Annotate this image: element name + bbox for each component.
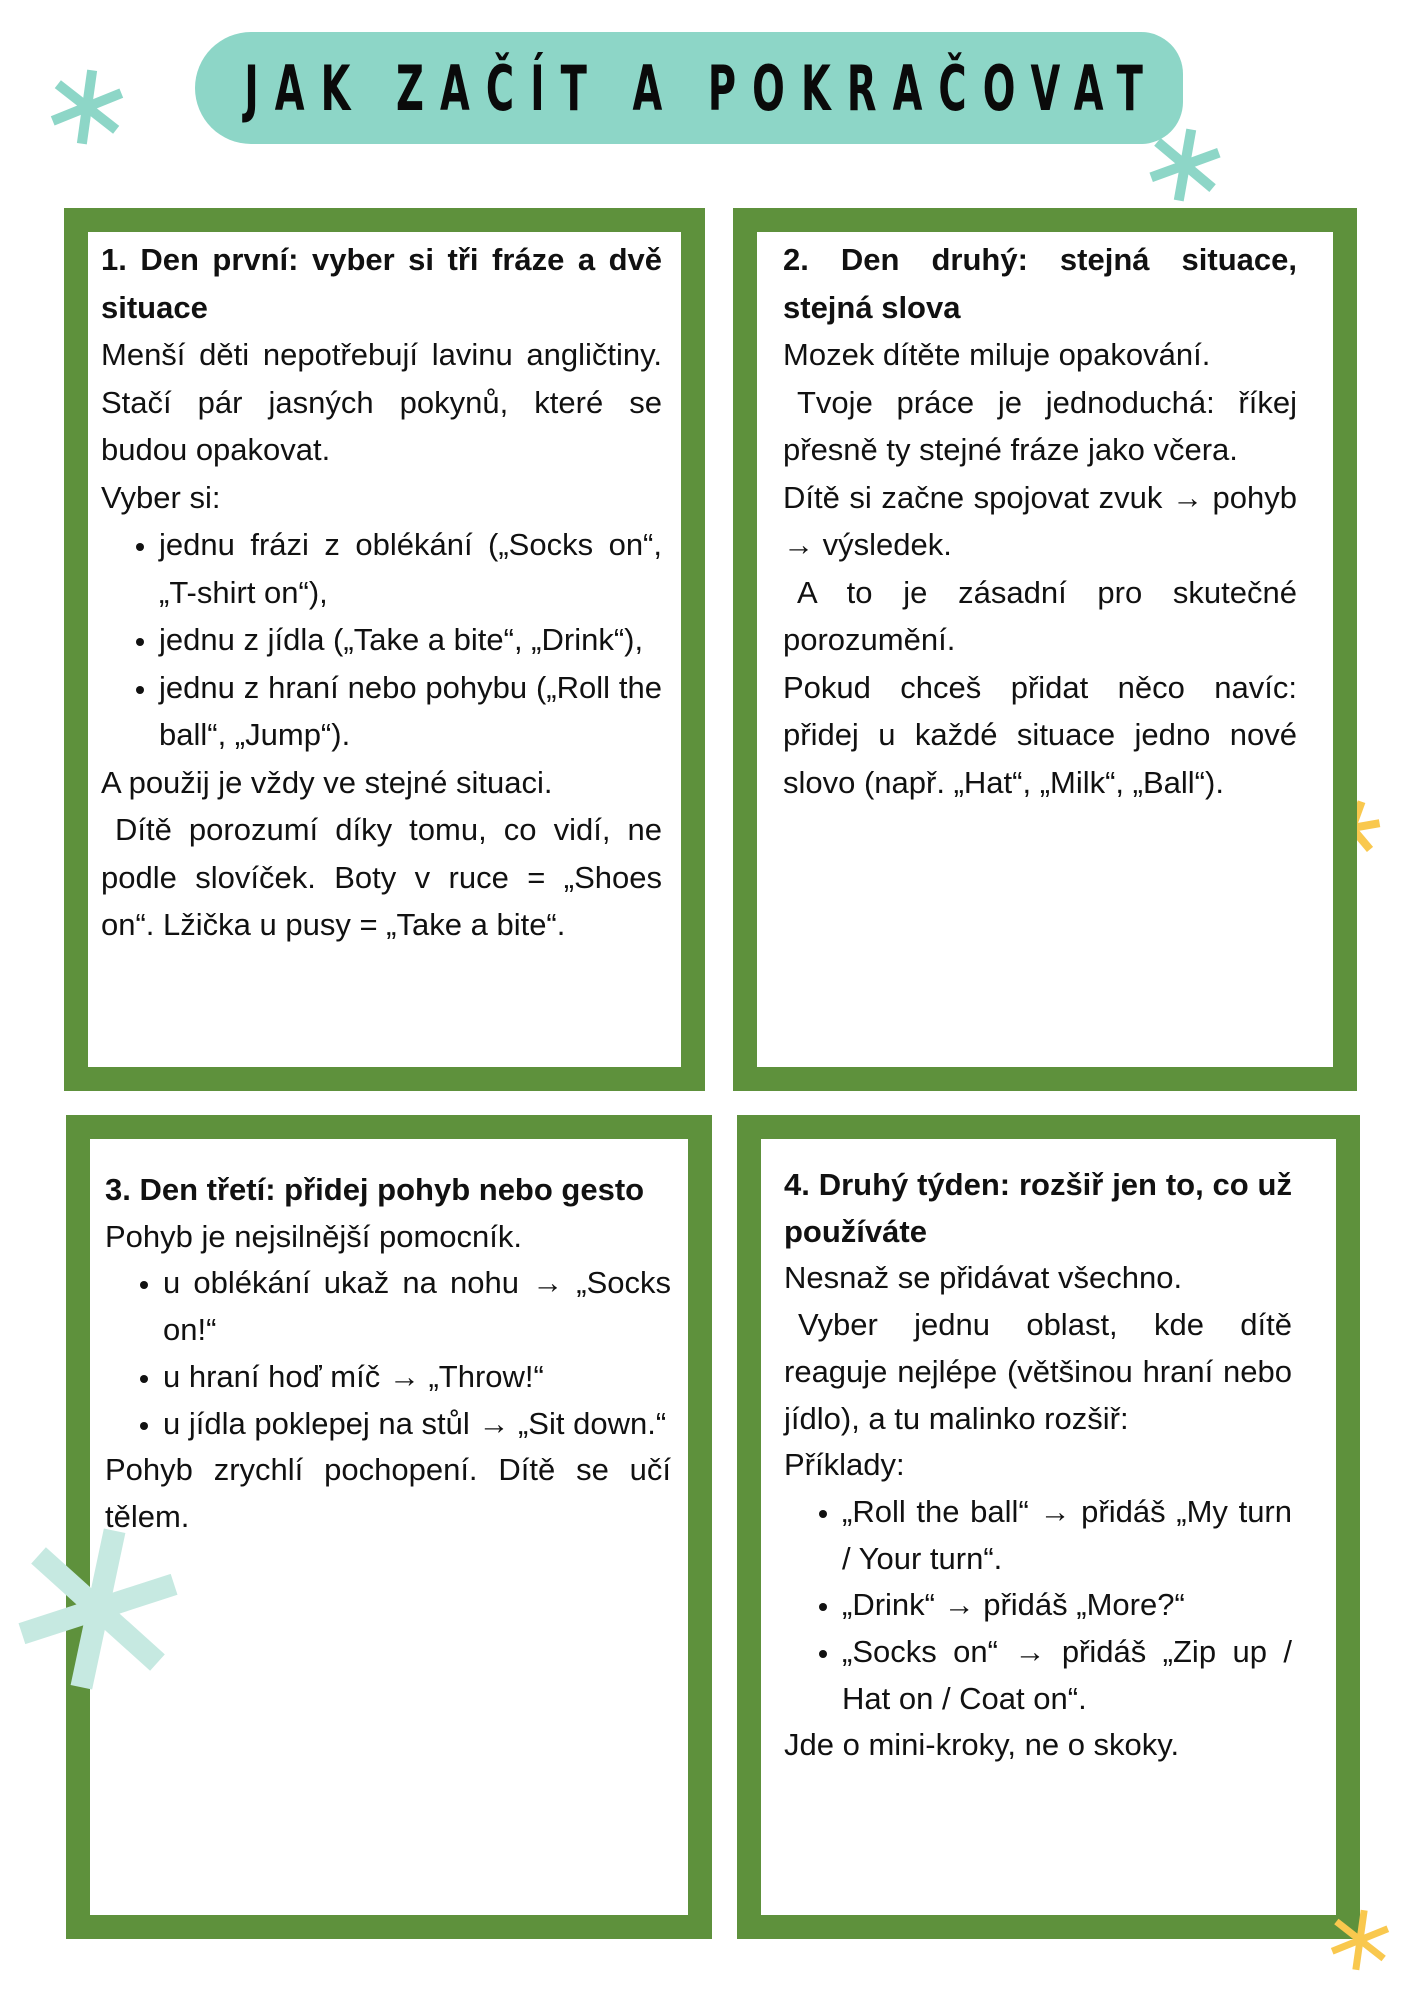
card-heading: 2. Den druhý: stejná situace, stejná slova: [783, 242, 1297, 325]
card-paragraph: Vyber si:: [101, 479, 221, 515]
asterisk-icon: [47, 67, 127, 147]
list-item: • u hraní hoď míč → „Throw!“: [163, 1354, 671, 1401]
card-content: [783, 236, 1297, 806]
step-card-4: [737, 1115, 1360, 1939]
card-paragraph: A to je zásadní pro skutečné porozumění.: [783, 574, 1297, 657]
list-item: • u jídla poklepej na stůl → „Sit down.“: [163, 1401, 671, 1448]
bullet-list: [101, 521, 662, 759]
step-card-2: [733, 208, 1357, 1091]
card-heading: 4. Druhý týden: rozšiř jen to, co už používáte: [784, 1167, 1292, 1249]
card-paragraph: Pohyb je nejsilnější pomocník.: [105, 1218, 523, 1254]
card-paragraph: Příklady:: [784, 1447, 905, 1483]
step-card-3: [66, 1115, 712, 1939]
card-paragraph: Vyber jednu oblast, kde dítě reaguje nejlépe (většinou hraní nebo jídlo), a tu malinko rozšiř:: [784, 1307, 1292, 1436]
card-paragraph: Nesnaž se přidávat všechno.: [784, 1260, 1183, 1296]
list-item: • jednu z hraní nebo pohybu („Roll the ball“, „Jump“).: [159, 664, 662, 759]
card-paragraph: Tvoje práce je jednoduchá: říkej přesně ty stejné fráze jako včera.: [783, 384, 1297, 467]
list-item: • „Socks on“ → přidáš „Zip up / Hat on / Coat on“.: [842, 1629, 1292, 1722]
card-paragraph: Dítě si začne spojovat zvuk → pohyb → výsledek.: [783, 479, 1297, 562]
card-paragraph: Menší děti nepotřebují lavinu angličtiny. Stačí pár jasných pokynů, které se budou opakovat.: [101, 337, 662, 467]
list-item: • „Drink“ → přidáš „More?“: [842, 1582, 1292, 1629]
page-title: JAK ZAČÍT A POKRAČOVAT: [244, 51, 1160, 125]
asterisk-icon: [13, 1524, 183, 1694]
list-item: • „Roll the ball“ → přidáš „My turn / Your turn“.: [842, 1489, 1292, 1582]
card-paragraph: Mozek dítěte miluje opakování.: [783, 337, 1211, 372]
card-heading: 3. Den třetí: přidej pohyb nebo gesto: [105, 1172, 645, 1207]
list-item: • jednu frázi z oblékání („Socks on“, „T-shirt on“),: [159, 521, 662, 616]
card-content: [101, 236, 662, 949]
card-content: [784, 1162, 1292, 1769]
step-card-1: [64, 208, 705, 1091]
card-content: [105, 1167, 671, 1541]
card-paragraph: Pokud chceš přidat něco navíc: přidej u každé situace jedno nové slovo (např. „Hat“, „Milk“, „Ball“).: [783, 669, 1297, 800]
card-paragraph: A použij je vždy ve stejné situaci.: [101, 764, 553, 800]
asterisk-icon: [1145, 125, 1225, 205]
card-paragraph: Jde o mini-kroky, ne o skoky.: [784, 1727, 1180, 1763]
title-banner: [195, 32, 1183, 144]
bullet-list: [105, 1260, 671, 1447]
list-item: • u oblékání ukaž na nohu → „Socks on!“: [163, 1260, 671, 1353]
bullet-list: [784, 1489, 1292, 1723]
card-heading: 1. Den první: vyber si tři fráze a dvě situace: [101, 242, 662, 325]
asterisk-icon: [1328, 1908, 1392, 1972]
card-paragraph: Dítě porozumí díky tomu, co vidí, ne podle slovíček. Boty v ruce = „Shoes on“. Lžička u pusy = „Take a bite“.: [101, 812, 662, 942]
card-paragraph: Pohyb zrychlí pochopení. Dítě se učí tělem.: [105, 1452, 671, 1534]
list-item: • jednu z jídla („Take a bite“, „Drink“),: [159, 616, 662, 664]
